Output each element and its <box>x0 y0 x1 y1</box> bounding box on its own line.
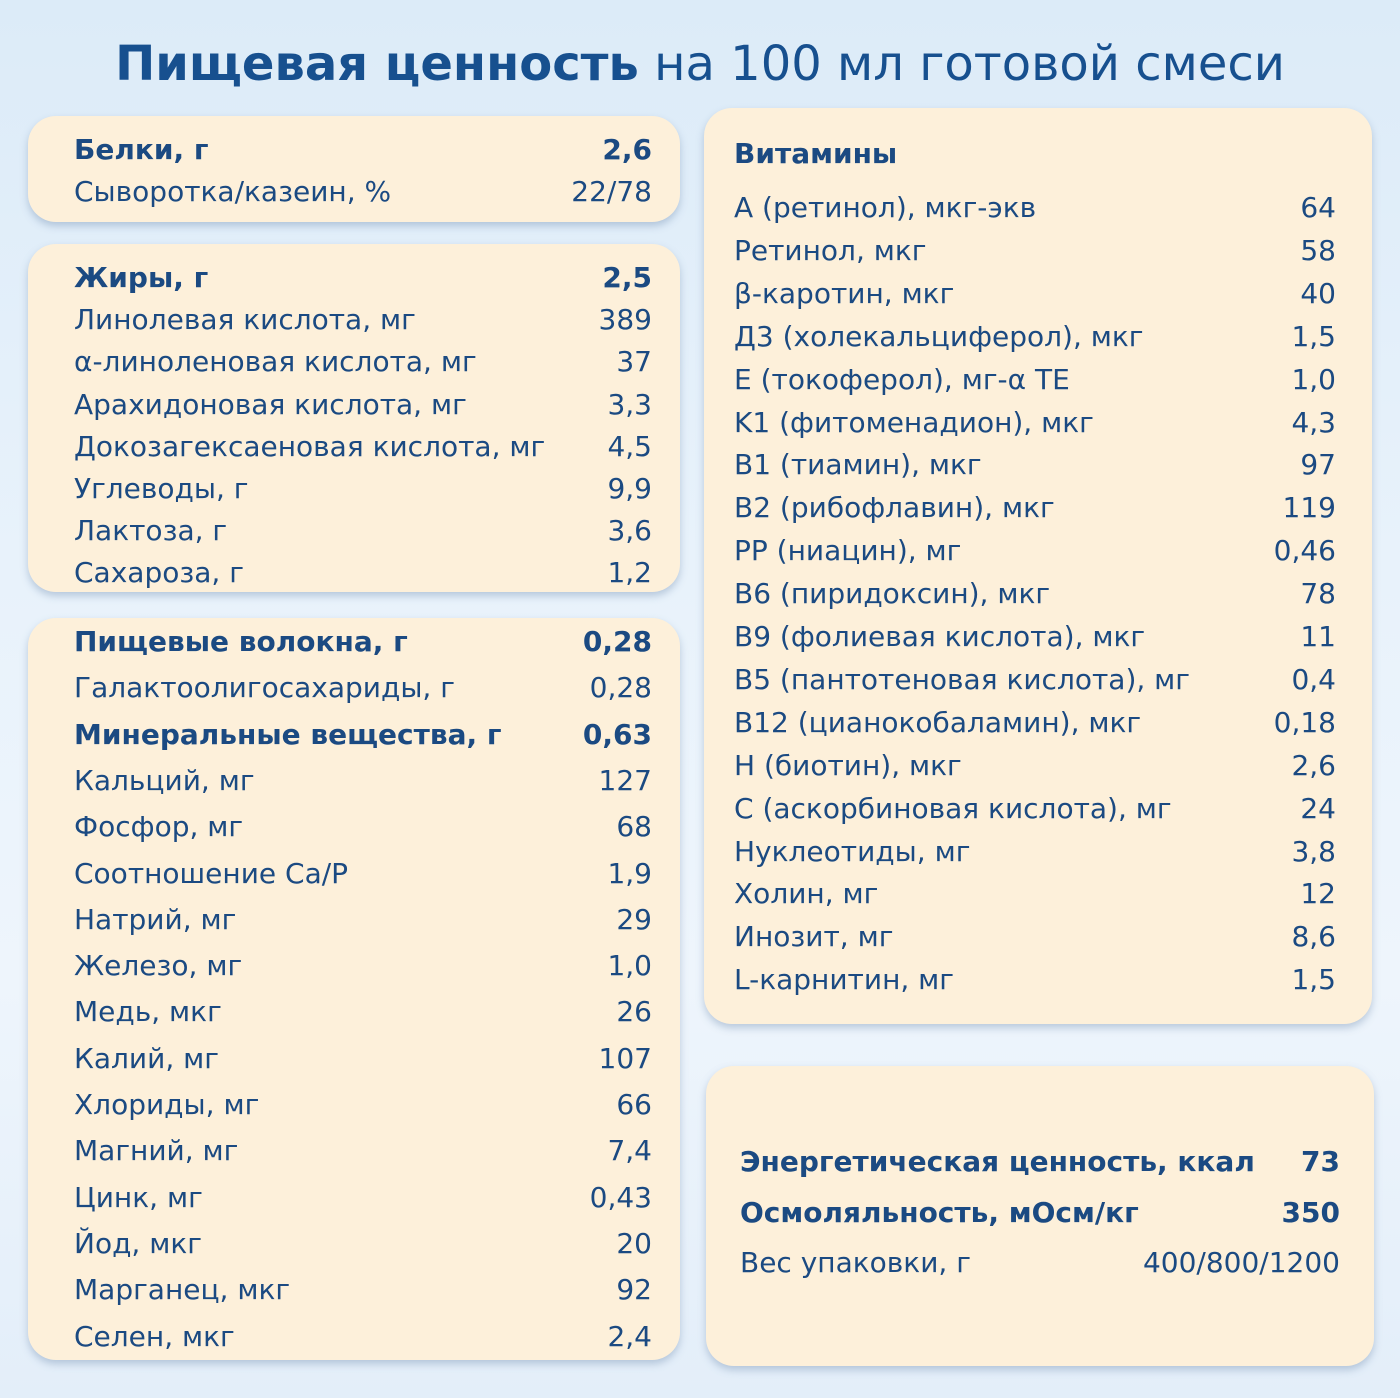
vitamin-row <box>734 360 1336 400</box>
vitamins-list <box>734 134 1336 1024</box>
vitamin-value: 97 <box>1300 448 1336 482</box>
vitamin-row <box>734 832 1336 872</box>
vitamin-row <box>734 660 1336 700</box>
protein-row <box>74 172 652 212</box>
vitamin-row <box>734 317 1336 357</box>
mineral-label: Натрий, мг <box>74 902 237 936</box>
fat-value: 2,5 <box>602 261 652 294</box>
minerals-list <box>74 622 652 1360</box>
mineral-value: 127 <box>598 763 652 797</box>
fat-label: Арахидоновая кислота, мг <box>74 387 467 421</box>
proteins-list <box>74 130 652 222</box>
vitamin-label: Холин, мг <box>734 877 879 911</box>
vitamin-label: B6 (пиридоксин), мкг <box>734 577 1051 611</box>
mineral-label: Железо, мг <box>74 949 243 983</box>
vitamin-value: 1,0 <box>1291 362 1336 396</box>
fat-value: 1,2 <box>607 556 652 590</box>
vitamin-row <box>734 403 1336 443</box>
vitamin-row <box>734 188 1336 228</box>
vitamin-row <box>734 574 1336 614</box>
protein-row <box>74 130 652 170</box>
fat-row <box>74 300 652 340</box>
mineral-value: 2,4 <box>607 1319 652 1353</box>
fats-list <box>74 258 652 592</box>
vitamin-label: Ретинол, мкг <box>734 233 927 267</box>
vitamins-heading <box>734 134 1336 174</box>
mineral-row <box>74 761 652 801</box>
fat-label: α-линоленовая кислота, мг <box>74 345 477 379</box>
vitamin-label: Д3 (холекальциферол), мкг <box>734 319 1144 353</box>
mineral-value: 0,63 <box>582 717 652 751</box>
vitamin-value: 78 <box>1300 577 1336 611</box>
mineral-row <box>74 854 652 894</box>
mineral-row <box>74 1085 652 1125</box>
vitamin-value: 1,5 <box>1291 319 1336 353</box>
vitamin-label: B9 (фолиевая кислота), мкг <box>734 620 1146 653</box>
page-title-regular: на 100 мл готовой смеси <box>654 36 1285 92</box>
mineral-label: Хлориды, мг <box>74 1088 260 1121</box>
energy-panel <box>706 1066 1374 1366</box>
energy-value: 73 <box>1301 1145 1340 1178</box>
vitamin-value: 0,4 <box>1291 662 1336 696</box>
vitamin-row <box>734 617 1336 657</box>
vitamin-value: 58 <box>1300 233 1336 267</box>
fat-row <box>74 427 652 467</box>
minerals-panel <box>28 618 680 1360</box>
vitamin-value: 11 <box>1300 620 1336 653</box>
fat-label: Линолевая кислота, мг <box>74 303 416 337</box>
mineral-row <box>74 1270 652 1310</box>
fat-row <box>74 258 652 298</box>
vitamin-row <box>734 789 1336 829</box>
mineral-value: 0,28 <box>589 671 652 705</box>
energy-label: Вес упаковки, г <box>740 1246 971 1279</box>
mineral-value: 68 <box>616 810 652 844</box>
vitamin-value: 2,6 <box>1291 748 1336 782</box>
protein-label: Сыворотка/казеин, % <box>74 175 392 208</box>
vitamin-value: 8,6 <box>1291 920 1336 954</box>
proteins-panel <box>28 116 680 222</box>
mineral-label: Калий, мг <box>74 1041 219 1075</box>
mineral-value: 0,43 <box>589 1180 652 1214</box>
vitamin-row <box>734 746 1336 786</box>
fat-value: 4,5 <box>607 429 652 463</box>
fat-label: Лактоза, г <box>74 514 228 548</box>
protein-value: 2,6 <box>602 133 652 166</box>
vitamin-value: 64 <box>1300 191 1336 224</box>
mineral-value: 1,9 <box>607 856 652 890</box>
vitamin-value: 3,8 <box>1291 834 1336 868</box>
page-title-bold: Пищевая ценность <box>115 36 639 92</box>
mineral-row <box>74 622 652 662</box>
vitamin-label: L-карнитин, мг <box>734 963 955 997</box>
mineral-row <box>74 807 652 847</box>
mineral-row <box>74 1178 652 1218</box>
vitamin-value: 4,3 <box>1291 405 1336 439</box>
fats-panel <box>28 244 680 592</box>
vitamin-value: 12 <box>1300 877 1336 911</box>
mineral-label: Йод, мкг <box>74 1226 202 1260</box>
mineral-label: Минеральные вещества, г <box>74 717 502 751</box>
mineral-label: Соотношение Ca/P <box>74 856 349 890</box>
vitamins-heading-label: Витамины <box>734 137 898 170</box>
vitamin-label: H (биотин), мкг <box>734 748 962 782</box>
vitamin-row <box>734 960 1336 1000</box>
protein-label: Белки, г <box>74 133 209 166</box>
mineral-label: Пищевые волокна, г <box>74 625 408 658</box>
mineral-value: 0,28 <box>582 625 652 658</box>
mineral-row <box>74 946 652 986</box>
vitamin-label: K1 (фитоменадион), мкг <box>734 405 1094 439</box>
mineral-value: 29 <box>616 902 652 936</box>
fat-label: Углеводы, г <box>74 472 249 505</box>
mineral-value: 26 <box>616 995 652 1029</box>
mineral-label: Цинк, мг <box>74 1180 203 1214</box>
vitamin-value: 119 <box>1282 491 1336 525</box>
energy-value: 400/800/1200 <box>1142 1246 1340 1279</box>
energy-value: 350 <box>1281 1195 1340 1229</box>
fat-label: Докозагексаеновая кислота, мг <box>74 429 546 463</box>
vitamin-label: B2 (рибофлавин), мкг <box>734 491 1055 525</box>
mineral-row <box>74 1131 652 1171</box>
mineral-value: 107 <box>598 1041 652 1075</box>
vitamin-row <box>734 703 1336 743</box>
energy-label: Энергетическая ценность, ккал <box>740 1145 1255 1178</box>
energy-list <box>740 1142 1340 1366</box>
mineral-row <box>74 900 652 940</box>
mineral-label: Медь, мкг <box>74 995 222 1029</box>
vitamin-row <box>734 231 1336 271</box>
fat-label: Жиры, г <box>74 261 209 294</box>
vitamin-label: B1 (тиамин), мкг <box>734 448 982 482</box>
mineral-label: Галактоолигосахариды, г <box>74 671 455 705</box>
vitamin-label: Инозит, мг <box>734 920 894 954</box>
mineral-label: Кальций, мг <box>74 763 255 797</box>
vitamin-label: A (ретинол), мкг-экв <box>734 191 1037 224</box>
protein-value: 22/78 <box>571 175 652 208</box>
fat-value: 389 <box>598 303 652 337</box>
mineral-value: 20 <box>616 1226 652 1260</box>
mineral-row <box>74 668 652 708</box>
vitamin-label: Нуклеотиды, мг <box>734 834 971 868</box>
vitamin-value: 24 <box>1300 791 1336 825</box>
vitamin-label: PP (ниацин), мг <box>734 534 962 568</box>
mineral-row <box>74 1039 652 1079</box>
vitamin-row <box>734 917 1336 957</box>
fat-row <box>74 469 652 509</box>
vitamin-label: β-каротин, мкг <box>734 276 955 310</box>
vitamin-row <box>734 488 1336 528</box>
vitamin-label: B12 (цианокобаламин), мкг <box>734 705 1142 739</box>
mineral-label: Фосфор, мг <box>74 810 244 844</box>
mineral-value: 92 <box>616 1273 652 1307</box>
vitamin-row <box>734 274 1336 314</box>
vitamin-label: E (токоферол), мг-α ТЕ <box>734 362 1070 396</box>
vitamin-value: 0,46 <box>1273 534 1336 568</box>
fat-row <box>74 511 652 551</box>
energy-row <box>740 1243 1340 1283</box>
fat-row <box>74 553 652 593</box>
fat-label: Сахароза, г <box>74 556 244 590</box>
mineral-label: Марганец, мкг <box>74 1273 291 1307</box>
energy-label: Осмоляльность, мОсм/кг <box>740 1195 1139 1229</box>
mineral-label: Селен, мкг <box>74 1319 235 1353</box>
mineral-row <box>74 1224 652 1264</box>
vitamin-value: 40 <box>1300 276 1336 310</box>
fat-value: 3,6 <box>607 514 652 548</box>
energy-row <box>740 1193 1340 1233</box>
mineral-value: 1,0 <box>607 949 652 983</box>
mineral-row <box>74 992 652 1032</box>
fat-row <box>74 385 652 425</box>
page-title <box>0 34 1400 94</box>
mineral-label: Магний, мг <box>74 1134 239 1168</box>
fat-row <box>74 342 652 382</box>
vitamin-value: 1,5 <box>1291 963 1336 997</box>
fat-value: 9,9 <box>607 472 652 505</box>
vitamin-row <box>734 445 1336 485</box>
vitamin-row <box>734 531 1336 571</box>
mineral-row <box>74 715 652 755</box>
fat-value: 3,3 <box>607 387 652 421</box>
fat-value: 37 <box>616 345 652 379</box>
vitamin-label: B5 (пантотеновая кислота), мг <box>734 662 1190 696</box>
vitamin-label: C (аскорбиновая кислота), мг <box>734 791 1172 825</box>
energy-row <box>740 1142 1340 1182</box>
vitamins-panel <box>704 108 1372 1024</box>
vitamin-value: 0,18 <box>1273 705 1336 739</box>
mineral-value: 7,4 <box>607 1134 652 1168</box>
mineral-row <box>74 1317 652 1357</box>
mineral-value: 66 <box>616 1088 652 1121</box>
vitamin-row <box>734 874 1336 914</box>
